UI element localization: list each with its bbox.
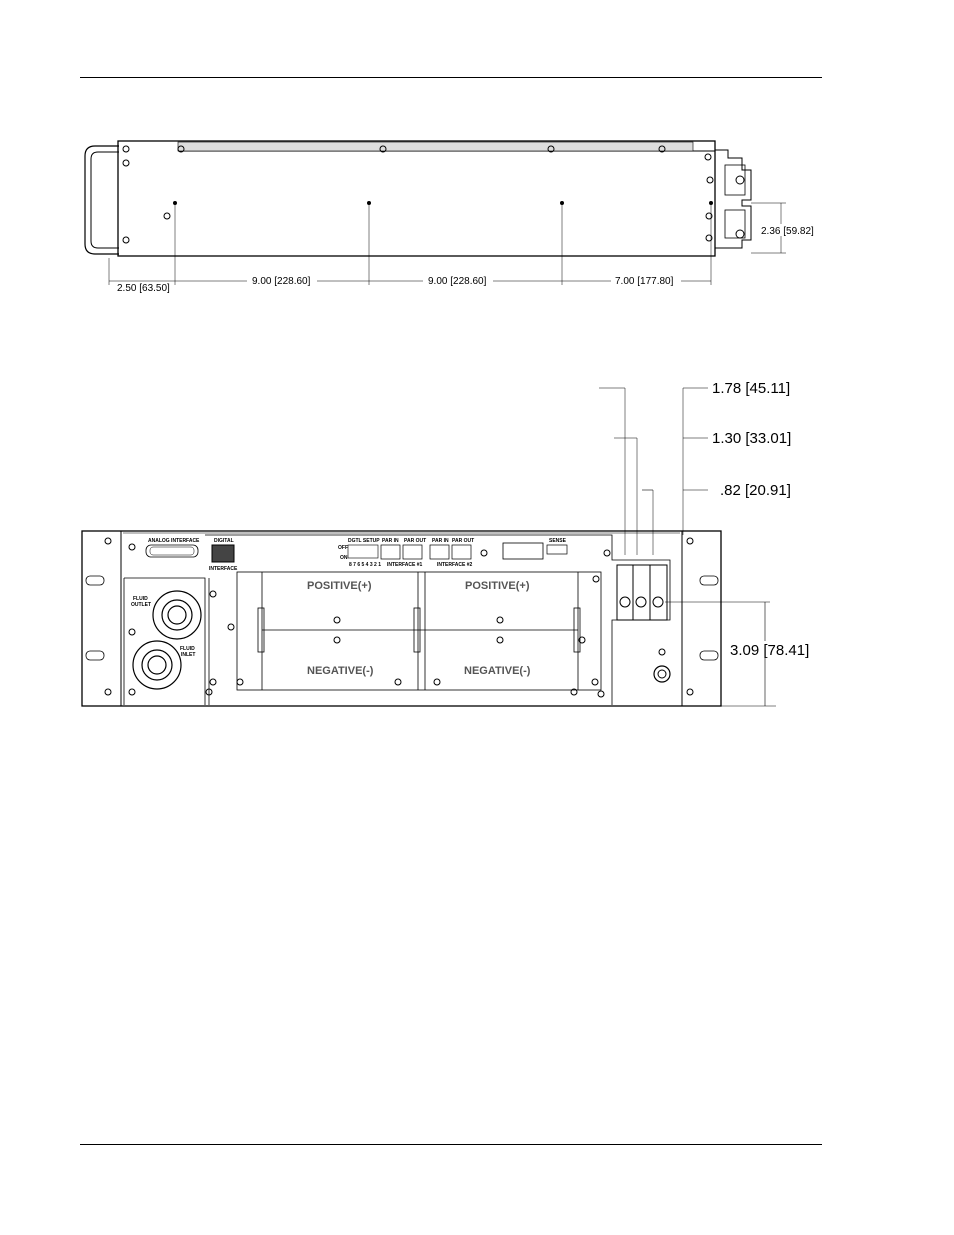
dim-3-09: 3.09 [78.41] bbox=[730, 642, 810, 659]
dim-9-00-b: 9.00 [228.60] bbox=[428, 276, 487, 287]
label-positive-left: POSITIVE(+) bbox=[307, 580, 372, 592]
label-sense: SENSE bbox=[549, 538, 566, 544]
dim-7-00: 7.00 [177.80] bbox=[615, 276, 674, 287]
label-par-in-2: PAR IN bbox=[432, 538, 449, 544]
dim-2-36: 2.36 [59.82] bbox=[761, 226, 814, 237]
label-analog-interface: ANALOG INTERFACE bbox=[148, 538, 200, 544]
label-off: OFF bbox=[338, 545, 348, 551]
screw-icon bbox=[123, 146, 713, 243]
label-dip-numbers: 8 7 6 5 4 3 2 1 bbox=[349, 562, 381, 568]
label-par-out-2: PAR OUT bbox=[452, 538, 475, 544]
label-par-in-1: PAR IN bbox=[382, 538, 399, 544]
label-digital: DIGITAL bbox=[214, 538, 234, 544]
dim-2-50: 2.50 [63.50] bbox=[117, 283, 170, 294]
dim-9-00-a: 9.00 [228.60] bbox=[252, 276, 311, 287]
label-dgtl-setup: DGTL SETUP bbox=[348, 538, 380, 544]
label-digital-interface: INTERFACE bbox=[209, 566, 238, 572]
label-negative-left: NEGATIVE(-) bbox=[307, 665, 374, 677]
label-fluid-inlet-1: FLUID bbox=[180, 646, 195, 652]
rear-view bbox=[82, 380, 813, 706]
dim-1-30: 1.30 [33.01] bbox=[712, 430, 792, 447]
side-view bbox=[85, 141, 816, 294]
label-interface-1: INTERFACE #1 bbox=[387, 562, 423, 568]
label-fluid-outlet-1: FLUID bbox=[133, 596, 148, 602]
label-on: ON bbox=[340, 555, 348, 561]
label-interface-2: INTERFACE #2 bbox=[437, 562, 473, 568]
dim-0-82: .82 [20.91] bbox=[720, 482, 791, 499]
label-par-out-1: PAR OUT bbox=[404, 538, 427, 544]
label-fluid-outlet-2: OUTLET bbox=[131, 602, 151, 608]
label-positive-right: POSITIVE(+) bbox=[465, 580, 530, 592]
label-fluid-inlet-2: INLET bbox=[181, 652, 196, 658]
dim-1-78: 1.78 [45.11] bbox=[712, 380, 791, 397]
label-negative-right: NEGATIVE(-) bbox=[464, 665, 531, 677]
